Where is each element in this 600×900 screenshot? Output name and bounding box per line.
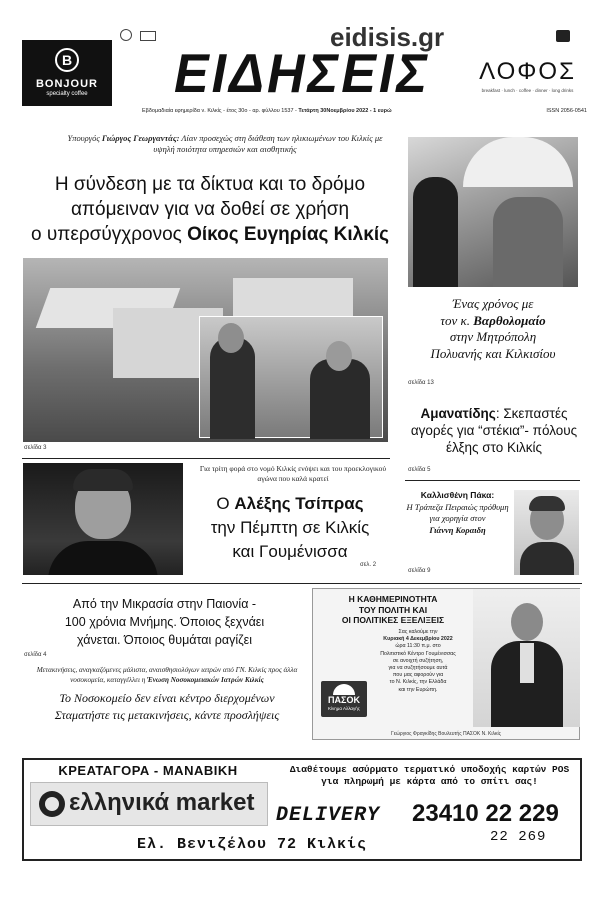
bartholomew-line2-bold: Βαρθολομαίο bbox=[473, 312, 546, 328]
pasok-ad-body bbox=[363, 629, 473, 694]
pasok-title2: ΤΟΥ ΠΟΛΙΤΗ ΚΑΙ bbox=[358, 604, 428, 615]
lead-headline-line1: Η σύνδεση με τα δίκτυα και το δρόμο bbox=[54, 174, 366, 195]
market-top-left-label: ΚΡΕΑΤΑΓΟΡΑ - ΜΑΝΑΒΙΚΗ bbox=[58, 763, 238, 778]
pasok-body6: για να συζητήσουμε αυτά bbox=[388, 665, 448, 672]
elderly-home-photo[interactable] bbox=[23, 258, 388, 442]
infoline-text: Εβδομαδιαία εφημερίδα ν. Κιλκίς - έτος 30ο - αρ. φύλλου 1537 - bbox=[142, 108, 297, 114]
market-address: Ελ. Βενιζέλου 72 Κιλκίς bbox=[136, 836, 368, 853]
kallisthenis-page-ref: σελίδα 9 bbox=[408, 568, 431, 574]
pasok-body5: σε ανοιχτή συζήτηση, bbox=[392, 657, 444, 664]
lead-headline[interactable] bbox=[30, 172, 390, 247]
lofos-label: ΛΟΦΟΣ bbox=[479, 58, 576, 85]
mid-divider bbox=[22, 583, 582, 584]
divider-line bbox=[22, 458, 390, 459]
person-right-head bbox=[326, 341, 352, 371]
priest-figure bbox=[413, 177, 458, 287]
site-url[interactable]: eidisis.gr bbox=[330, 22, 445, 52]
bartholomew-headline[interactable] bbox=[408, 296, 578, 362]
person-left-head bbox=[218, 323, 244, 353]
hospital-line1: Το Νοσοκομείο δεν είναι κέντρο διερχομένων bbox=[59, 691, 275, 705]
pasok-sun-icon bbox=[333, 684, 355, 695]
hospital-intro-text: Μετακινήσεις, αναγκαζόμενες μάλιστα, αναισθησιολόγων ιατρών από ΓΝ. Κιλκίς προς άλλα νοσοκομεία, καταγγέλλει η bbox=[36, 666, 298, 684]
newspaper-title: ΕΙΔΗΣΕΙΣ bbox=[173, 43, 431, 105]
tsipras-line3: και Γουμένισσα bbox=[232, 542, 348, 561]
bonjour-logo bbox=[22, 40, 112, 106]
pasok-body2: Κυριακή 4 Δεκεμβρίου 2022 bbox=[383, 636, 453, 643]
pasok-body9: και την Ευρώπη. bbox=[398, 686, 438, 693]
tsipras-suit bbox=[48, 541, 158, 575]
bonjour-sub: specialty coffee bbox=[46, 91, 88, 97]
amanatidis-page-ref: σελίδα 5 bbox=[408, 467, 431, 473]
pasok-body4: Πολιτιστικό Κέντρο Γουμένισσας bbox=[380, 650, 456, 657]
market-delivery: DELIVERY bbox=[276, 804, 381, 827]
korais-body bbox=[520, 542, 574, 575]
lead-headline-line3-bold: Οίκος Ευγηρίας Κιλκίς bbox=[187, 224, 389, 245]
amanatidis-name: Αμανατίδης bbox=[420, 406, 496, 421]
pasok-body7: που μας αφορούν για bbox=[392, 672, 444, 679]
circle-icon bbox=[120, 29, 132, 41]
lead-kicker bbox=[60, 133, 390, 155]
bartholomew-line2-plain: τον κ. bbox=[440, 312, 474, 328]
market-pos-text: Διαθέτουμε ασύρματο τερματικό υποδοχής καρτών POS για πληρωμή με κάρτα από το σπίτι σας! bbox=[289, 764, 570, 787]
lead-kicker-prefix: Υπουργός bbox=[67, 133, 102, 143]
right-divider bbox=[405, 480, 580, 481]
bartholomew-page-ref: σελίδα 13 bbox=[408, 380, 434, 386]
pasok-logo bbox=[321, 681, 367, 717]
tsipras-hair bbox=[73, 469, 133, 491]
tsipras-photo[interactable] bbox=[23, 463, 183, 575]
bartholomew-line1: Ένας χρόνος με bbox=[452, 296, 534, 311]
market-brand-label: ελληνικά market bbox=[69, 789, 255, 816]
pasok-body8: το Ν. Κιλκίς, την Ελλάδα bbox=[389, 679, 447, 686]
pasok-title1: Η ΚΑΘΗΜΕΡΙΝΟΤΗΤΑ bbox=[348, 594, 438, 604]
lead-kicker-name: Γιώργος Γεωργαντάς: bbox=[101, 133, 180, 143]
market-brand-icon-inner bbox=[45, 797, 59, 811]
politician-head bbox=[511, 603, 543, 641]
pasok-ad-title bbox=[319, 594, 467, 626]
market-phone2[interactable]: 22 269 bbox=[490, 829, 547, 845]
mikrasia-line1: Από την Μικρασία στην Παιονία - bbox=[72, 597, 257, 611]
email-icon bbox=[556, 30, 570, 42]
person-right bbox=[310, 359, 370, 439]
market-phone[interactable]: 23410 22 229 bbox=[412, 800, 559, 827]
tsipras-headline[interactable] bbox=[190, 492, 390, 564]
kallisthenis-name: Καλλισθένη Πάκα: bbox=[420, 490, 495, 500]
crowd-figure bbox=[493, 197, 563, 287]
pasok-logo-sub: Κίνημα Αλλαγής bbox=[328, 706, 360, 711]
mikrasia-line3: χάνεται. Όποιος θυμάται ραγίζει bbox=[77, 633, 252, 647]
amanatidis-headline[interactable] bbox=[405, 405, 583, 456]
pasok-body3: ώρα 11:30 π.μ. στο bbox=[395, 643, 441, 650]
issue-date: Τετάρτη 30Νοεμβρίου 2022 - 1 ευρώ bbox=[298, 108, 392, 114]
mikrasia-page-ref: σελίδα 4 bbox=[24, 652, 47, 658]
pasok-logo-label: ΠΑΣΟΚ bbox=[328, 695, 360, 705]
lofos-logo bbox=[470, 58, 585, 93]
amanatidis-text: : Σκεπαστές αγορές για “στέκια”- πόλους έλξης στο Κιλκίς bbox=[410, 406, 578, 455]
bartholomew-line4: Πολυανής και Κιλκισίου bbox=[430, 345, 556, 361]
issn: ISSN 2056-0541 bbox=[546, 108, 587, 114]
tsipras-line2: την Πέμπτη σε Κιλκίς bbox=[210, 518, 370, 537]
tsipras-line1 bbox=[190, 492, 390, 516]
lofos-sub: breakfast · lunch · coffee · dinner · long drinks bbox=[481, 88, 574, 93]
bonjour-b-icon: B bbox=[55, 48, 79, 72]
infoline bbox=[142, 108, 587, 114]
market-brand-box bbox=[30, 782, 268, 826]
small-icons bbox=[120, 28, 170, 40]
bonjour-label: BONJOUR bbox=[35, 78, 98, 90]
tsipras-kicker: Για τρίτη φορά στο νομό Κιλκίς ενόψει και του προεκλογικού αγώνα που καλά κρατεί bbox=[199, 464, 387, 483]
ministers-inset-photo bbox=[199, 316, 383, 438]
politician-shirt bbox=[520, 643, 534, 683]
kallisthenis-text[interactable] bbox=[405, 490, 510, 536]
market-ad[interactable] bbox=[22, 758, 582, 861]
lead-headline-line3-plain: ο υπερσύγχρονος bbox=[31, 224, 188, 245]
badge-icon bbox=[140, 31, 156, 41]
hospital-intro-bold: Ένωση Νοσοκομειακών Ιατρών Κιλκίς bbox=[147, 676, 264, 684]
bartholomew-line3: στην Μητρόπολη bbox=[449, 329, 537, 344]
lead-headline-line3 bbox=[30, 222, 390, 247]
korais-hair bbox=[529, 496, 565, 511]
kallisthenis-body: Η Τράπεζα Πειραιώς πρόθυμη για χορηγία στον bbox=[406, 501, 509, 523]
hospital-headline[interactable] bbox=[22, 690, 312, 724]
pasok-footer: Γεώργιος Φραγκίδης Βουλευτής ΠΑΣΟΚ Ν. Κιλκίς bbox=[391, 731, 501, 737]
pasok-ad[interactable] bbox=[312, 588, 580, 740]
pasok-body1: Σας καλούμε την bbox=[398, 629, 438, 635]
building-shape-3 bbox=[233, 278, 353, 318]
lead-kicker-rest: Λίαν προσεχώς στη διάθεση των ηλικιωμένων του Κιλκίς με υψηλή ποιότητα υπηρεσιών και αισθητικής bbox=[153, 133, 383, 154]
hospital-intro bbox=[22, 665, 312, 685]
tsipras-page-ref: σελ. 2 bbox=[360, 562, 377, 568]
lead-headline-line2: απόμειναν για να δοθεί σε χρήση bbox=[70, 199, 350, 220]
pasok-title3: ΟΙ ΠΟΛΙΤΙΚΕΣ ΕΞΕΛΙΞΕΙΣ bbox=[341, 615, 445, 625]
tsipras-line1-bold: Αλέξης Τσίπρας bbox=[234, 494, 364, 513]
tsipras-line1-plain: Ο bbox=[216, 494, 235, 513]
umbrella-shape bbox=[463, 137, 573, 187]
korais-photo[interactable] bbox=[514, 490, 579, 575]
bartholomew-line2 bbox=[408, 313, 578, 330]
mikrasia-headline[interactable] bbox=[22, 595, 307, 649]
bartholomew-photo[interactable] bbox=[408, 137, 578, 287]
mikrasia-line2: 100 χρόνια Μνήμης. Όποιος ξεχνάει bbox=[64, 615, 265, 629]
kallisthenis-name2: Γιάννη Κοραιδη bbox=[429, 524, 486, 535]
lead-page-ref: σελίδα 3 bbox=[24, 445, 47, 451]
hospital-line2: Σταματήστε τις μετακινήσεις, κάντε προσλήψεις bbox=[54, 708, 280, 722]
politician-photo bbox=[473, 589, 580, 727]
